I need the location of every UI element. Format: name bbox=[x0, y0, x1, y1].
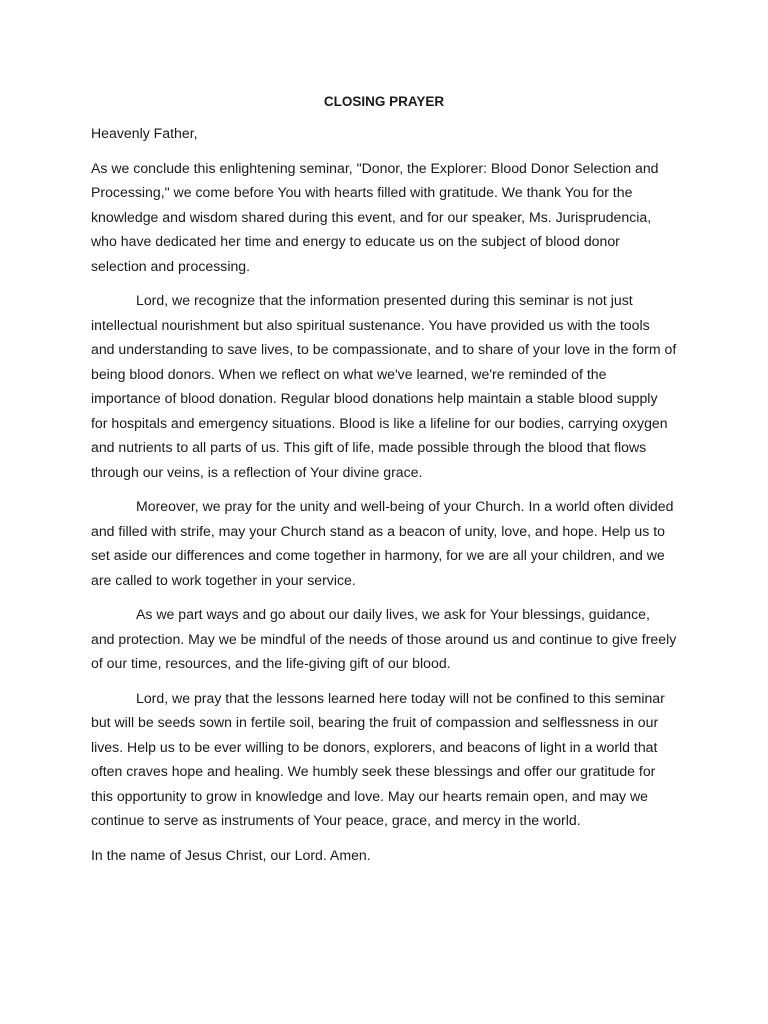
paragraph-blessings: As we part ways and go about our daily lives, we ask for Your blessings, guidance, and protection. May we be mindful of the needs of those around us and continue to give freely of our time, resources, and the life-giving gift of our blood. bbox=[91, 606, 677, 671]
document-body bbox=[91, 91, 677, 877]
closing-line: In the name of Jesus Christ, our Lord. Amen. bbox=[91, 846, 371, 863]
paragraph-unity: Moreover, we pray for the unity and well-being of your Church. In a world often divided and filled with strife, may your Church stand as a beacon of unity, love, and hope. Help us to set aside our differences and come together in harmony, for we are all your children, and we are called to work together in your service. bbox=[91, 498, 674, 588]
paragraph-intro: As we conclude this enlightening seminar, "Donor, the Explorer: Blood Donor Selection and Processing," we come before You with hearts filled with gratitude. We thank You for the knowledge and wisdom shared during this event, and for our speaker, Ms. Jurisprudencia, who have dedicated her time and energy to educate us on the subject of blood donor selection and processing. bbox=[91, 159, 659, 274]
salutation: Heavenly Father, bbox=[91, 125, 198, 141]
paragraph-recognition: Lord, we recognize that the information presented during this seminar is not just intellectual nourishment but also spiritual sustenance. You have provided us with the tools and understanding to save lives, to be compassionate, and to share of your love in the form of being blood donors. When we reflect on what we've learned, we're reminded of the importance of blood donation. Regular blood donations help maintain a stable blood supply for hospitals and emergency situations. Blood is like a lifeline for our bodies, carrying oxygen and nutrients to all parts of us. This gift of life, made possible through the blood that flows through our veins, is a reflection of Your divine grace. bbox=[91, 292, 677, 480]
paragraph-lessons: Lord, we pray that the lessons learned here today will not be confined to this seminar but will be seeds sown in fertile soil, bearing the fruit of compassion and selflessness in our lives. Help us to be ever willing to be donors, explorers, and beacons of light in a world that often craves hope and healing. We humbly seek these blessings and offer our gratitude for this opportunity to grow in knowledge and love. May our hearts remain open, and may we continue to serve as instruments of Your peace, grace, and mercy in the world. bbox=[91, 689, 665, 828]
document-title: CLOSING PRAYER bbox=[323, 94, 445, 109]
